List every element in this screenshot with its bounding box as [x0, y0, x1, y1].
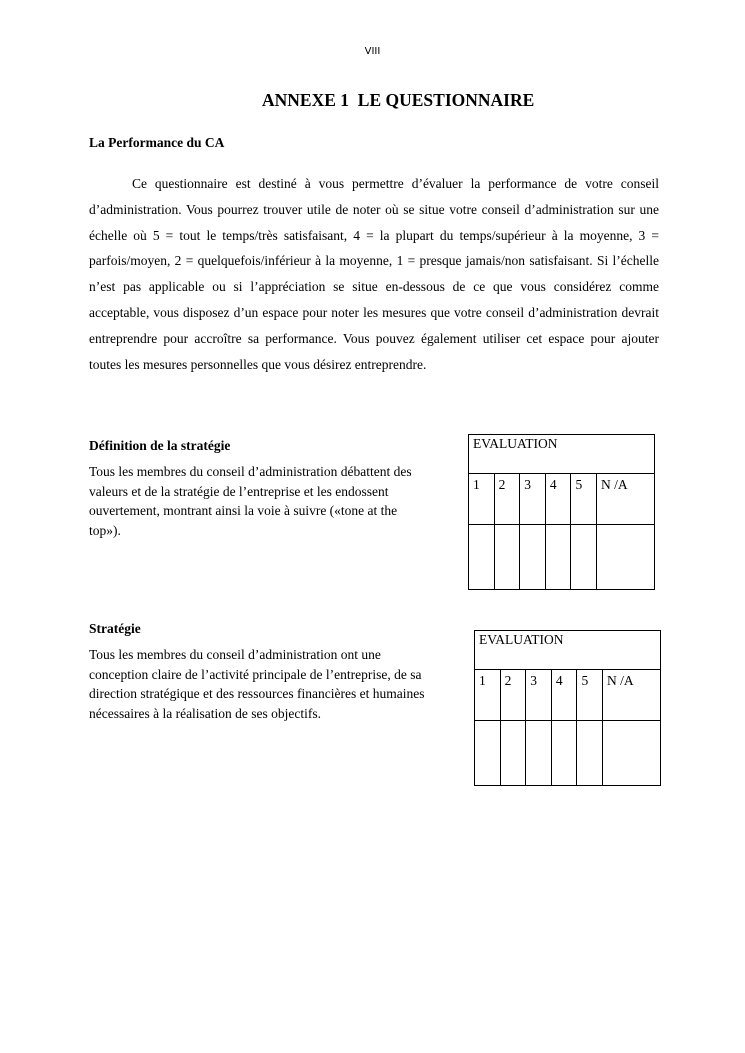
page-title: ANNEXE 1 LE QUESTIONNAIRE [262, 90, 535, 110]
rating-cell-na: N /A [597, 474, 655, 525]
text-line: Tous les membres du conseil d’administration ont une [89, 647, 381, 662]
page-number: VIII [364, 46, 381, 57]
rating-cell-3: 3 [526, 670, 552, 721]
answer-cell-1[interactable] [475, 721, 501, 786]
answer-cell-3[interactable] [520, 525, 546, 590]
rating-cell-4: 4 [545, 474, 571, 525]
answer-cell-4[interactable] [545, 525, 571, 590]
answer-cell-1[interactable] [469, 525, 495, 590]
answer-cell-3[interactable] [526, 721, 552, 786]
rating-cell-1: 1 [469, 474, 495, 525]
text-line: Tous les membres du conseil d’administration débattent des [89, 464, 412, 479]
text-line: valeurs et de la stratégie de l’entreprise et les endossent [89, 483, 389, 499]
rating-cell-2: 2 [494, 474, 520, 525]
text-line: nécessaires à la réalisation de ses objectifs. [89, 705, 322, 721]
rating-cell-4: 4 [551, 670, 577, 721]
answer-cell-5[interactable] [571, 525, 597, 590]
section-text-strategy-definition [89, 462, 459, 540]
answer-cell-2[interactable] [500, 721, 526, 786]
evaluation-table-strategy [474, 630, 661, 786]
section-heading-strategy-definition: Définition de la stratégie [89, 438, 231, 453]
text-line: ouvertement, montrant ainsi la voie à suivre («tone at the [89, 503, 398, 518]
rating-cell-1: 1 [475, 670, 501, 721]
answer-cell-na[interactable] [603, 721, 661, 786]
text-line: direction stratégique et des ressources financières et humaines [89, 686, 425, 701]
text-line: top»). [89, 522, 121, 538]
evaluation-table-strategy-definition [468, 434, 655, 590]
section-text-strategy [89, 645, 467, 723]
evaluation-label: EVALUATION [475, 631, 661, 670]
section-heading-strategy: Stratégie [89, 621, 141, 636]
rating-cell-2: 2 [500, 670, 526, 721]
rating-cell-na: N /A [603, 670, 661, 721]
rating-cell-5: 5 [577, 670, 603, 721]
answer-cell-4[interactable] [551, 721, 577, 786]
text-line: conception claire de l’activité principale de l’entreprise, de sa [89, 666, 422, 682]
intro-heading: La Performance du CA [89, 135, 225, 150]
rating-cell-5: 5 [571, 474, 597, 525]
rating-cell-3: 3 [520, 474, 546, 525]
intro-paragraph: Ce questionnaire est destiné à vous permettre d’évaluer la performance de votre conseil d’administration. Vous pourrez trouver utile de noter où se situe votre conseil d’administration sur une échelle où 5 = tout le temps/très satisfaisant, 4 = la plupart du temps/supérieur à la moyenne, 3 = parfois/moyen, 2 = quelquefois/inférieur à la moyenne, 1 = presque jamais/non satisfaisant. Si l’échelle n’est pas applicable ou si l’appréciation se situe en-dessous de ce que vous considérez comme acceptable, vous disposez d’un espace pour noter les mesures que votre conseil d’administration devrait entreprendre pour accroître sa performance. Vous pouvez également utiliser cet espace pour ajouter toutes les mesures personnelles que vous désirez entreprendre. [89, 176, 659, 372]
answer-cell-5[interactable] [577, 721, 603, 786]
answer-cell-na[interactable] [597, 525, 655, 590]
evaluation-label: EVALUATION [469, 435, 655, 474]
answer-cell-2[interactable] [494, 525, 520, 590]
